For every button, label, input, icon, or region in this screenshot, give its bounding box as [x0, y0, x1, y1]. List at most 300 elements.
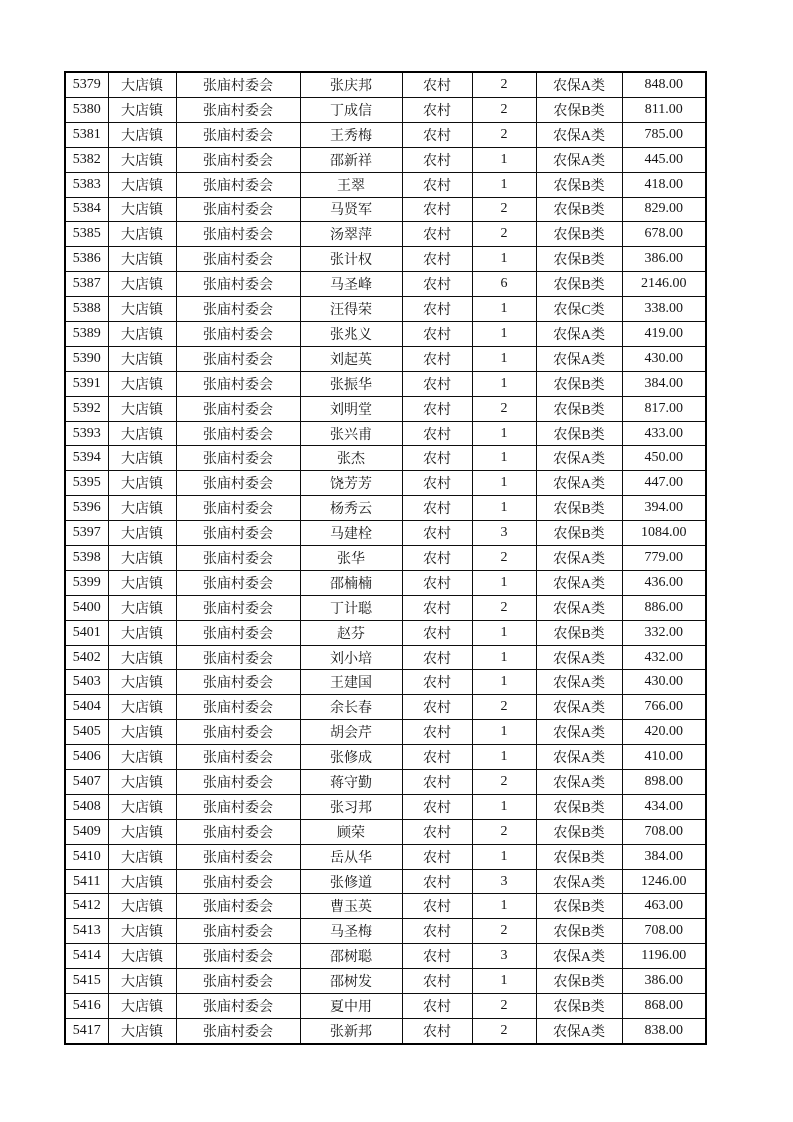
cell-serial: 5386 — [65, 247, 108, 272]
cell-serial: 5391 — [65, 371, 108, 396]
cell-serial: 5380 — [65, 97, 108, 122]
cell-name: 夏中用 — [300, 994, 402, 1019]
cell-person_count: 1 — [472, 894, 536, 919]
cell-name: 丁计聪 — [300, 595, 402, 620]
cell-town: 大店镇 — [108, 147, 176, 172]
table-row — [65, 620, 706, 645]
cell-insurance_category: 农保A类 — [536, 147, 622, 172]
cell-town: 大店镇 — [108, 745, 176, 770]
cell-name: 张修成 — [300, 745, 402, 770]
cell-insurance_category: 农保B类 — [536, 794, 622, 819]
cell-village: 张庙村委会 — [176, 147, 300, 172]
cell-insurance_category: 农保A类 — [536, 546, 622, 571]
cell-person_count: 1 — [472, 844, 536, 869]
table-row — [65, 272, 706, 297]
cell-person_count: 1 — [472, 745, 536, 770]
cell-name: 蒋守勤 — [300, 770, 402, 795]
cell-town: 大店镇 — [108, 496, 176, 521]
cell-village: 张庙村委会 — [176, 695, 300, 720]
cell-name: 马贤军 — [300, 197, 402, 222]
cell-village: 张庙村委会 — [176, 844, 300, 869]
cell-residence_type: 农村 — [402, 172, 472, 197]
cell-serial: 5405 — [65, 720, 108, 745]
cell-insurance_category: 农保B类 — [536, 421, 622, 446]
cell-village: 张庙村委会 — [176, 894, 300, 919]
cell-serial: 5411 — [65, 869, 108, 894]
cell-amount: 1084.00 — [622, 521, 706, 546]
cell-person_count: 3 — [472, 869, 536, 894]
cell-village: 张庙村委会 — [176, 770, 300, 795]
table-row — [65, 197, 706, 222]
cell-name: 汪得荣 — [300, 297, 402, 322]
cell-town: 大店镇 — [108, 595, 176, 620]
cell-person_count: 2 — [472, 1018, 536, 1044]
table-row — [65, 172, 706, 197]
cell-name: 赵芬 — [300, 620, 402, 645]
cell-person_count: 1 — [472, 794, 536, 819]
cell-town: 大店镇 — [108, 371, 176, 396]
cell-residence_type: 农村 — [402, 72, 472, 97]
cell-insurance_category: 农保A类 — [536, 570, 622, 595]
cell-name: 邵树聪 — [300, 944, 402, 969]
cell-serial: 5417 — [65, 1018, 108, 1044]
cell-insurance_category: 农保B类 — [536, 197, 622, 222]
cell-insurance_category: 农保A类 — [536, 72, 622, 97]
table-row — [65, 72, 706, 97]
table-row — [65, 595, 706, 620]
cell-amount: 338.00 — [622, 297, 706, 322]
cell-name: 张兆义 — [300, 322, 402, 347]
cell-amount: 450.00 — [622, 446, 706, 471]
table-row — [65, 122, 706, 147]
cell-insurance_category: 农保B类 — [536, 620, 622, 645]
cell-amount: 886.00 — [622, 595, 706, 620]
cell-insurance_category: 农保B类 — [536, 994, 622, 1019]
cell-town: 大店镇 — [108, 396, 176, 421]
cell-insurance_category: 农保B类 — [536, 844, 622, 869]
cell-insurance_category: 农保A类 — [536, 595, 622, 620]
table-row — [65, 869, 706, 894]
cell-residence_type: 农村 — [402, 770, 472, 795]
cell-town: 大店镇 — [108, 620, 176, 645]
table-row — [65, 720, 706, 745]
cell-insurance_category: 农保B类 — [536, 919, 622, 944]
cell-village: 张庙村委会 — [176, 247, 300, 272]
cell-serial: 5404 — [65, 695, 108, 720]
cell-town: 大店镇 — [108, 421, 176, 446]
cell-town: 大店镇 — [108, 97, 176, 122]
table-row — [65, 1018, 706, 1044]
table-row — [65, 346, 706, 371]
table-row — [65, 421, 706, 446]
cell-name: 邵楠楠 — [300, 570, 402, 595]
cell-town: 大店镇 — [108, 645, 176, 670]
cell-insurance_category: 农保A类 — [536, 944, 622, 969]
cell-town: 大店镇 — [108, 944, 176, 969]
cell-serial: 5414 — [65, 944, 108, 969]
cell-residence_type: 农村 — [402, 197, 472, 222]
cell-residence_type: 农村 — [402, 446, 472, 471]
cell-name: 汤翠萍 — [300, 222, 402, 247]
cell-insurance_category: 农保A类 — [536, 322, 622, 347]
cell-village: 张庙村委会 — [176, 819, 300, 844]
cell-town: 大店镇 — [108, 994, 176, 1019]
table-row — [65, 471, 706, 496]
cell-town: 大店镇 — [108, 670, 176, 695]
cell-name: 邵新祥 — [300, 147, 402, 172]
cell-amount: 447.00 — [622, 471, 706, 496]
cell-person_count: 3 — [472, 521, 536, 546]
cell-residence_type: 农村 — [402, 371, 472, 396]
cell-person_count: 3 — [472, 944, 536, 969]
cell-village: 张庙村委会 — [176, 1018, 300, 1044]
table-row — [65, 844, 706, 869]
cell-residence_type: 农村 — [402, 670, 472, 695]
cell-town: 大店镇 — [108, 570, 176, 595]
cell-insurance_category: 农保C类 — [536, 297, 622, 322]
cell-village: 张庙村委会 — [176, 371, 300, 396]
cell-residence_type: 农村 — [402, 272, 472, 297]
cell-serial: 5400 — [65, 595, 108, 620]
cell-residence_type: 农村 — [402, 645, 472, 670]
cell-amount: 384.00 — [622, 371, 706, 396]
cell-serial: 5388 — [65, 297, 108, 322]
cell-amount: 785.00 — [622, 122, 706, 147]
cell-town: 大店镇 — [108, 521, 176, 546]
cell-insurance_category: 农保A类 — [536, 670, 622, 695]
table-body — [65, 72, 706, 1044]
cell-town: 大店镇 — [108, 322, 176, 347]
cell-name: 杨秀云 — [300, 496, 402, 521]
cell-village: 张庙村委会 — [176, 645, 300, 670]
cell-amount: 433.00 — [622, 421, 706, 446]
table-row — [65, 322, 706, 347]
cell-village: 张庙村委会 — [176, 446, 300, 471]
cell-residence_type: 农村 — [402, 869, 472, 894]
cell-town: 大店镇 — [108, 122, 176, 147]
cell-town: 大店镇 — [108, 894, 176, 919]
table-row — [65, 546, 706, 571]
cell-residence_type: 农村 — [402, 471, 472, 496]
cell-name: 刘起英 — [300, 346, 402, 371]
cell-village: 张庙村委会 — [176, 670, 300, 695]
cell-amount: 434.00 — [622, 794, 706, 819]
cell-residence_type: 农村 — [402, 969, 472, 994]
table-row — [65, 969, 706, 994]
cell-serial: 5408 — [65, 794, 108, 819]
cell-amount: 766.00 — [622, 695, 706, 720]
cell-town: 大店镇 — [108, 770, 176, 795]
cell-amount: 838.00 — [622, 1018, 706, 1044]
table-row — [65, 521, 706, 546]
cell-amount: 430.00 — [622, 670, 706, 695]
table-row — [65, 894, 706, 919]
cell-person_count: 2 — [472, 97, 536, 122]
cell-village: 张庙村委会 — [176, 994, 300, 1019]
cell-insurance_category: 农保B类 — [536, 969, 622, 994]
table-row — [65, 396, 706, 421]
cell-serial: 5416 — [65, 994, 108, 1019]
cell-village: 张庙村委会 — [176, 322, 300, 347]
cell-residence_type: 农村 — [402, 297, 472, 322]
cell-amount: 708.00 — [622, 819, 706, 844]
cell-town: 大店镇 — [108, 446, 176, 471]
cell-insurance_category: 农保A类 — [536, 745, 622, 770]
cell-name: 张兴甫 — [300, 421, 402, 446]
cell-serial: 5381 — [65, 122, 108, 147]
cell-person_count: 2 — [472, 396, 536, 421]
cell-insurance_category: 农保B类 — [536, 222, 622, 247]
cell-name: 饶芳芳 — [300, 471, 402, 496]
cell-name: 张庆邦 — [300, 72, 402, 97]
cell-serial: 5390 — [65, 346, 108, 371]
cell-amount: 868.00 — [622, 994, 706, 1019]
cell-insurance_category: 农保A类 — [536, 346, 622, 371]
cell-insurance_category: 农保B类 — [536, 97, 622, 122]
cell-residence_type: 农村 — [402, 122, 472, 147]
cell-insurance_category: 农保A类 — [536, 446, 622, 471]
cell-insurance_category: 农保A类 — [536, 645, 622, 670]
cell-serial: 5379 — [65, 72, 108, 97]
cell-village: 张庙村委会 — [176, 919, 300, 944]
cell-residence_type: 农村 — [402, 222, 472, 247]
cell-serial: 5398 — [65, 546, 108, 571]
cell-town: 大店镇 — [108, 869, 176, 894]
cell-residence_type: 农村 — [402, 894, 472, 919]
cell-name: 王秀梅 — [300, 122, 402, 147]
cell-serial: 5392 — [65, 396, 108, 421]
cell-person_count: 1 — [472, 720, 536, 745]
cell-village: 张庙村委会 — [176, 346, 300, 371]
cell-amount: 332.00 — [622, 620, 706, 645]
table-row — [65, 794, 706, 819]
cell-person_count: 1 — [472, 670, 536, 695]
cell-amount: 445.00 — [622, 147, 706, 172]
cell-serial: 5403 — [65, 670, 108, 695]
cell-name: 余长春 — [300, 695, 402, 720]
cell-serial: 5406 — [65, 745, 108, 770]
cell-serial: 5399 — [65, 570, 108, 595]
cell-town: 大店镇 — [108, 197, 176, 222]
table-row — [65, 496, 706, 521]
cell-insurance_category: 农保B类 — [536, 894, 622, 919]
cell-insurance_category: 农保B类 — [536, 172, 622, 197]
cell-town: 大店镇 — [108, 346, 176, 371]
cell-person_count: 1 — [472, 471, 536, 496]
cell-insurance_category: 农保A类 — [536, 471, 622, 496]
cell-insurance_category: 农保B类 — [536, 496, 622, 521]
cell-serial: 5385 — [65, 222, 108, 247]
cell-person_count: 1 — [472, 421, 536, 446]
cell-village: 张庙村委会 — [176, 172, 300, 197]
cell-town: 大店镇 — [108, 222, 176, 247]
cell-residence_type: 农村 — [402, 570, 472, 595]
cell-town: 大店镇 — [108, 919, 176, 944]
table-row — [65, 446, 706, 471]
cell-town: 大店镇 — [108, 695, 176, 720]
cell-village: 张庙村委会 — [176, 396, 300, 421]
cell-residence_type: 农村 — [402, 546, 472, 571]
cell-village: 张庙村委会 — [176, 222, 300, 247]
cell-serial: 5409 — [65, 819, 108, 844]
cell-residence_type: 农村 — [402, 994, 472, 1019]
cell-name: 刘小培 — [300, 645, 402, 670]
cell-name: 丁成信 — [300, 97, 402, 122]
table-row — [65, 994, 706, 1019]
cell-village: 张庙村委会 — [176, 944, 300, 969]
cell-village: 张庙村委会 — [176, 122, 300, 147]
cell-serial: 5410 — [65, 844, 108, 869]
cell-village: 张庙村委会 — [176, 720, 300, 745]
cell-name: 张振华 — [300, 371, 402, 396]
cell-residence_type: 农村 — [402, 496, 472, 521]
cell-insurance_category: 农保B类 — [536, 247, 622, 272]
table-row — [65, 297, 706, 322]
cell-residence_type: 农村 — [402, 421, 472, 446]
cell-insurance_category: 农保B类 — [536, 521, 622, 546]
table-row — [65, 371, 706, 396]
cell-insurance_category: 农保A类 — [536, 695, 622, 720]
cell-town: 大店镇 — [108, 969, 176, 994]
cell-name: 胡会芹 — [300, 720, 402, 745]
cell-person_count: 1 — [472, 247, 536, 272]
cell-name: 张习邦 — [300, 794, 402, 819]
cell-village: 张庙村委会 — [176, 297, 300, 322]
cell-insurance_category: 农保A类 — [536, 869, 622, 894]
cell-town: 大店镇 — [108, 72, 176, 97]
cell-amount: 829.00 — [622, 197, 706, 222]
cell-name: 曹玉英 — [300, 894, 402, 919]
cell-village: 张庙村委会 — [176, 72, 300, 97]
cell-village: 张庙村委会 — [176, 272, 300, 297]
table-row — [65, 645, 706, 670]
cell-insurance_category: 农保B类 — [536, 819, 622, 844]
cell-residence_type: 农村 — [402, 720, 472, 745]
cell-name: 王建国 — [300, 670, 402, 695]
cell-serial: 5384 — [65, 197, 108, 222]
table-row — [65, 670, 706, 695]
cell-residence_type: 农村 — [402, 695, 472, 720]
cell-village: 张庙村委会 — [176, 197, 300, 222]
cell-residence_type: 农村 — [402, 322, 472, 347]
cell-serial: 5396 — [65, 496, 108, 521]
cell-person_count: 2 — [472, 695, 536, 720]
cell-village: 张庙村委会 — [176, 794, 300, 819]
cell-amount: 386.00 — [622, 247, 706, 272]
cell-residence_type: 农村 — [402, 521, 472, 546]
cell-person_count: 2 — [472, 546, 536, 571]
cell-name: 马建栓 — [300, 521, 402, 546]
cell-person_count: 1 — [472, 645, 536, 670]
table-row — [65, 770, 706, 795]
cell-insurance_category: 农保A类 — [536, 122, 622, 147]
cell-name: 岳从华 — [300, 844, 402, 869]
cell-town: 大店镇 — [108, 844, 176, 869]
cell-name: 邵树发 — [300, 969, 402, 994]
cell-residence_type: 农村 — [402, 919, 472, 944]
cell-serial: 5382 — [65, 147, 108, 172]
cell-serial: 5383 — [65, 172, 108, 197]
cell-person_count: 1 — [472, 446, 536, 471]
cell-name: 张修道 — [300, 869, 402, 894]
cell-village: 张庙村委会 — [176, 97, 300, 122]
cell-person_count: 2 — [472, 595, 536, 620]
table-row — [65, 247, 706, 272]
cell-residence_type: 农村 — [402, 247, 472, 272]
cell-residence_type: 农村 — [402, 147, 472, 172]
table-row — [65, 222, 706, 247]
cell-amount: 898.00 — [622, 770, 706, 795]
cell-amount: 463.00 — [622, 894, 706, 919]
cell-town: 大店镇 — [108, 1018, 176, 1044]
cell-amount: 410.00 — [622, 745, 706, 770]
cell-amount: 418.00 — [622, 172, 706, 197]
cell-amount: 430.00 — [622, 346, 706, 371]
cell-town: 大店镇 — [108, 297, 176, 322]
cell-village: 张庙村委会 — [176, 745, 300, 770]
cell-person_count: 1 — [472, 322, 536, 347]
cell-village: 张庙村委会 — [176, 869, 300, 894]
cell-person_count: 2 — [472, 72, 536, 97]
table-row — [65, 695, 706, 720]
cell-name: 顾荣 — [300, 819, 402, 844]
cell-town: 大店镇 — [108, 172, 176, 197]
cell-name: 马圣梅 — [300, 919, 402, 944]
cell-town: 大店镇 — [108, 720, 176, 745]
cell-person_count: 6 — [472, 272, 536, 297]
cell-residence_type: 农村 — [402, 346, 472, 371]
cell-name: 张新邦 — [300, 1018, 402, 1044]
cell-serial: 5413 — [65, 919, 108, 944]
cell-person_count: 2 — [472, 994, 536, 1019]
cell-serial: 5415 — [65, 969, 108, 994]
cell-insurance_category: 农保A类 — [536, 720, 622, 745]
cell-village: 张庙村委会 — [176, 595, 300, 620]
cell-serial: 5395 — [65, 471, 108, 496]
cell-person_count: 1 — [472, 346, 536, 371]
cell-amount: 386.00 — [622, 969, 706, 994]
cell-town: 大店镇 — [108, 471, 176, 496]
cell-serial: 5393 — [65, 421, 108, 446]
cell-serial: 5397 — [65, 521, 108, 546]
cell-village: 张庙村委会 — [176, 496, 300, 521]
cell-town: 大店镇 — [108, 819, 176, 844]
cell-amount: 678.00 — [622, 222, 706, 247]
cell-serial: 5401 — [65, 620, 108, 645]
cell-name: 张计权 — [300, 247, 402, 272]
cell-residence_type: 农村 — [402, 745, 472, 770]
cell-serial: 5402 — [65, 645, 108, 670]
cell-amount: 394.00 — [622, 496, 706, 521]
cell-insurance_category: 农保A类 — [536, 770, 622, 795]
cell-village: 张庙村委会 — [176, 521, 300, 546]
cell-insurance_category: 农保B类 — [536, 396, 622, 421]
cell-amount: 1246.00 — [622, 869, 706, 894]
benefit-roster-table — [64, 71, 707, 1045]
table-row — [65, 97, 706, 122]
cell-person_count: 1 — [472, 969, 536, 994]
cell-village: 张庙村委会 — [176, 421, 300, 446]
cell-person_count: 2 — [472, 770, 536, 795]
table-row — [65, 944, 706, 969]
cell-village: 张庙村委会 — [176, 471, 300, 496]
cell-insurance_category: 农保A类 — [536, 1018, 622, 1044]
cell-serial: 5394 — [65, 446, 108, 471]
cell-amount: 436.00 — [622, 570, 706, 595]
cell-amount: 432.00 — [622, 645, 706, 670]
cell-amount: 708.00 — [622, 919, 706, 944]
cell-residence_type: 农村 — [402, 595, 472, 620]
